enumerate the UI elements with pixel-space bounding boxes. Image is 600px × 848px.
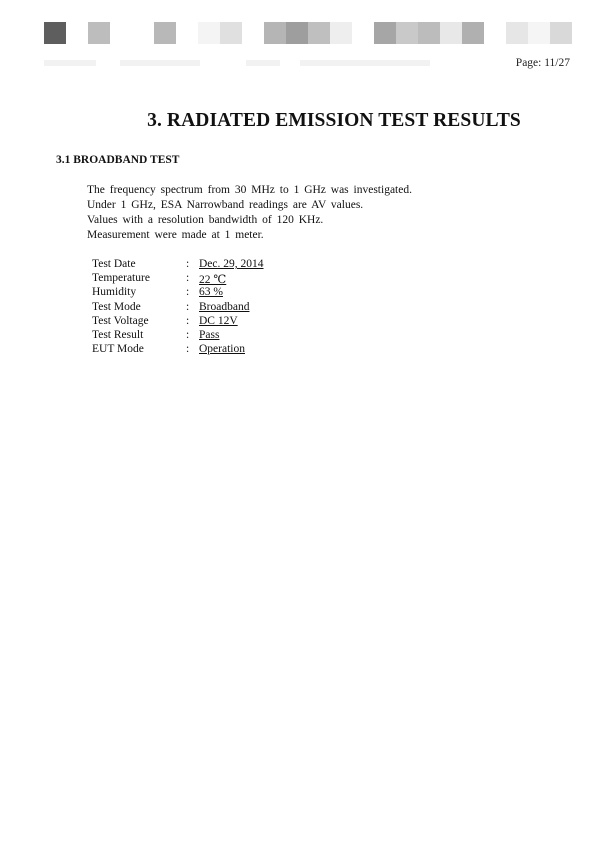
temperature-label: Temperature	[92, 272, 150, 285]
test-result-label: Test Result	[92, 328, 144, 341]
test-date-value: Dec. 29, 2014	[199, 258, 264, 270]
blurred-header-text	[44, 60, 96, 66]
logo-block	[374, 22, 396, 44]
logo-block	[220, 22, 242, 44]
eut-mode-label: EUT Mode	[92, 343, 144, 356]
logo-block	[440, 22, 462, 44]
description-line: The frequency spectrum from 30 MHz to 1 GHz was investigated.	[87, 184, 412, 196]
logo-block	[418, 22, 440, 44]
humidity-value: 63 %	[199, 286, 223, 299]
separator: :	[186, 272, 190, 285]
description-line: Measurement were made at 1 meter.	[87, 229, 264, 241]
separator: :	[186, 258, 190, 270]
separator: :	[186, 328, 190, 341]
logo-block	[308, 22, 330, 44]
description-paragraph	[87, 183, 412, 243]
separator: :	[186, 286, 190, 299]
logo-block	[528, 22, 550, 44]
test-result-value: Pass	[199, 328, 220, 341]
logo-block	[330, 22, 352, 44]
blurred-header-text	[246, 60, 280, 66]
subsection-title: 3.1 BROADBAND TEST	[56, 154, 180, 166]
logo-block	[198, 22, 220, 44]
page-number: Page: 11/27	[515, 57, 570, 69]
blurred-header-text	[300, 60, 430, 66]
test-voltage-value: DC 12V	[199, 314, 238, 327]
description-line: Values with a resolution bandwidth of 120 KHz.	[87, 214, 324, 226]
logo-block	[286, 22, 308, 44]
test-date-label: Test Date	[92, 258, 136, 270]
company-logo-header	[44, 22, 574, 44]
logo-block	[264, 22, 286, 44]
temperature-value: 22 ℃	[199, 274, 227, 287]
separator: :	[186, 300, 190, 313]
test-mode-label: Test Mode	[92, 300, 141, 313]
logo-block	[550, 22, 572, 44]
logo-block	[462, 22, 484, 44]
test-mode-value: Broadband	[199, 300, 250, 313]
description-line: Under 1 GHz, ESA Narrowband readings are AV values.	[87, 199, 364, 211]
blurred-header-text	[120, 60, 200, 66]
eut-mode-value: Operation	[199, 343, 245, 356]
logo-block	[396, 22, 418, 44]
logo-block	[154, 22, 176, 44]
separator: :	[186, 314, 190, 327]
section-title: 3. RADIATED EMISSION TEST RESULTS	[147, 110, 521, 131]
logo-block	[44, 22, 66, 44]
logo-block	[506, 22, 528, 44]
separator: :	[186, 343, 190, 356]
test-voltage-label: Test Voltage	[92, 314, 149, 327]
logo-block	[88, 22, 110, 44]
humidity-label: Humidity	[92, 286, 137, 299]
